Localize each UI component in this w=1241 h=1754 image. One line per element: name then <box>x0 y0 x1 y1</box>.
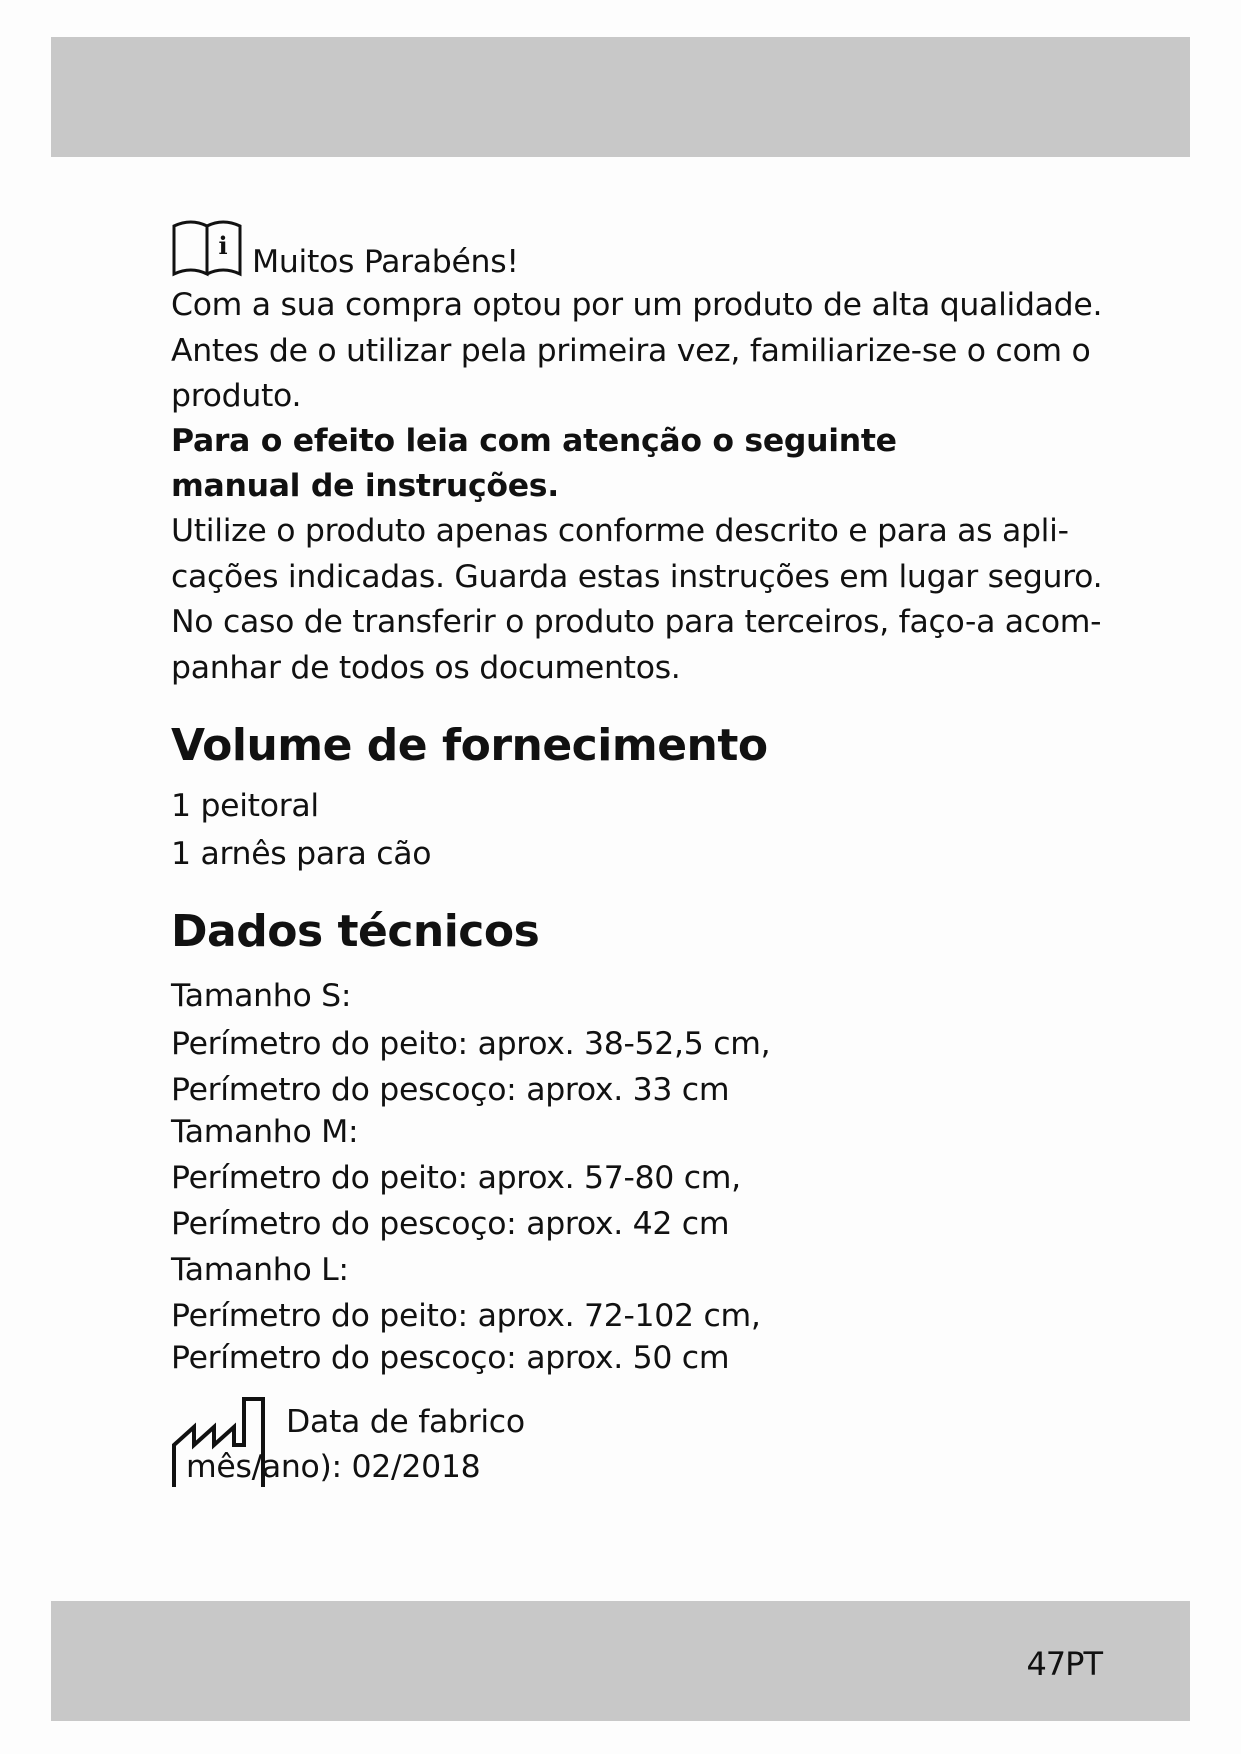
spec-line: Perímetro do pescoço: aprox. 42 cm <box>171 1206 730 1242</box>
size-label: Tamanho L: <box>171 1252 349 1288</box>
manufacture-date-label: Data de fabrico <box>286 1404 525 1440</box>
delivery-heading: Volume de fornecimento <box>171 720 768 771</box>
year-date-text: /ano): 02/2018 <box>251 1449 481 1485</box>
header-bar <box>51 37 1190 157</box>
read-manual-info-icon <box>171 216 245 278</box>
size-label: Tamanho S: <box>171 978 352 1014</box>
page-number: 47PT <box>1026 1645 1102 1683</box>
month-label: mês <box>186 1449 252 1485</box>
usage-line: No caso de transferir o produto para terceiros, faço-a acom- <box>171 604 1102 640</box>
emphasis-line: manual de instruções. <box>171 468 559 504</box>
spec-line: Perímetro do pescoço: aprox. 33 cm <box>171 1072 730 1108</box>
usage-line: Utilize o produto apenas conforme descrito e para as apli- <box>171 513 1069 549</box>
delivery-item: 1 peitoral <box>171 788 319 824</box>
greeting-text: Muitos Parabéns! <box>252 244 519 280</box>
intro-line: produto. <box>171 378 302 414</box>
manufacture-date-value <box>186 1447 480 1487</box>
size-label: Tamanho M: <box>171 1114 359 1150</box>
spec-line: Perímetro do peito: aprox. 38-52,5 cm, <box>171 1026 771 1062</box>
technical-heading: Dados técnicos <box>171 906 540 957</box>
emphasis-line: Para o efeito leia com atenção o seguinte <box>171 423 897 459</box>
delivery-item: 1 arnês para cão <box>171 836 432 872</box>
intro-line: Antes de o utilizar pela primeira vez, familiarize-se o com o <box>171 333 1091 369</box>
usage-line: cações indicadas. Guarda estas instruções em lugar seguro. <box>171 559 1103 595</box>
footer-bar <box>51 1601 1190 1721</box>
spec-line: Perímetro do peito: aprox. 57-80 cm, <box>171 1160 741 1196</box>
spec-line: Perímetro do peito: aprox. 72-102 cm, <box>171 1298 761 1334</box>
intro-line: Com a sua compra optou por um produto de alta qualidade. <box>171 287 1103 323</box>
spec-line: Perímetro do pescoço: aprox. 50 cm <box>171 1340 730 1376</box>
usage-line: panhar de todos os documentos. <box>171 650 681 686</box>
svg-text:i: i <box>218 231 228 260</box>
